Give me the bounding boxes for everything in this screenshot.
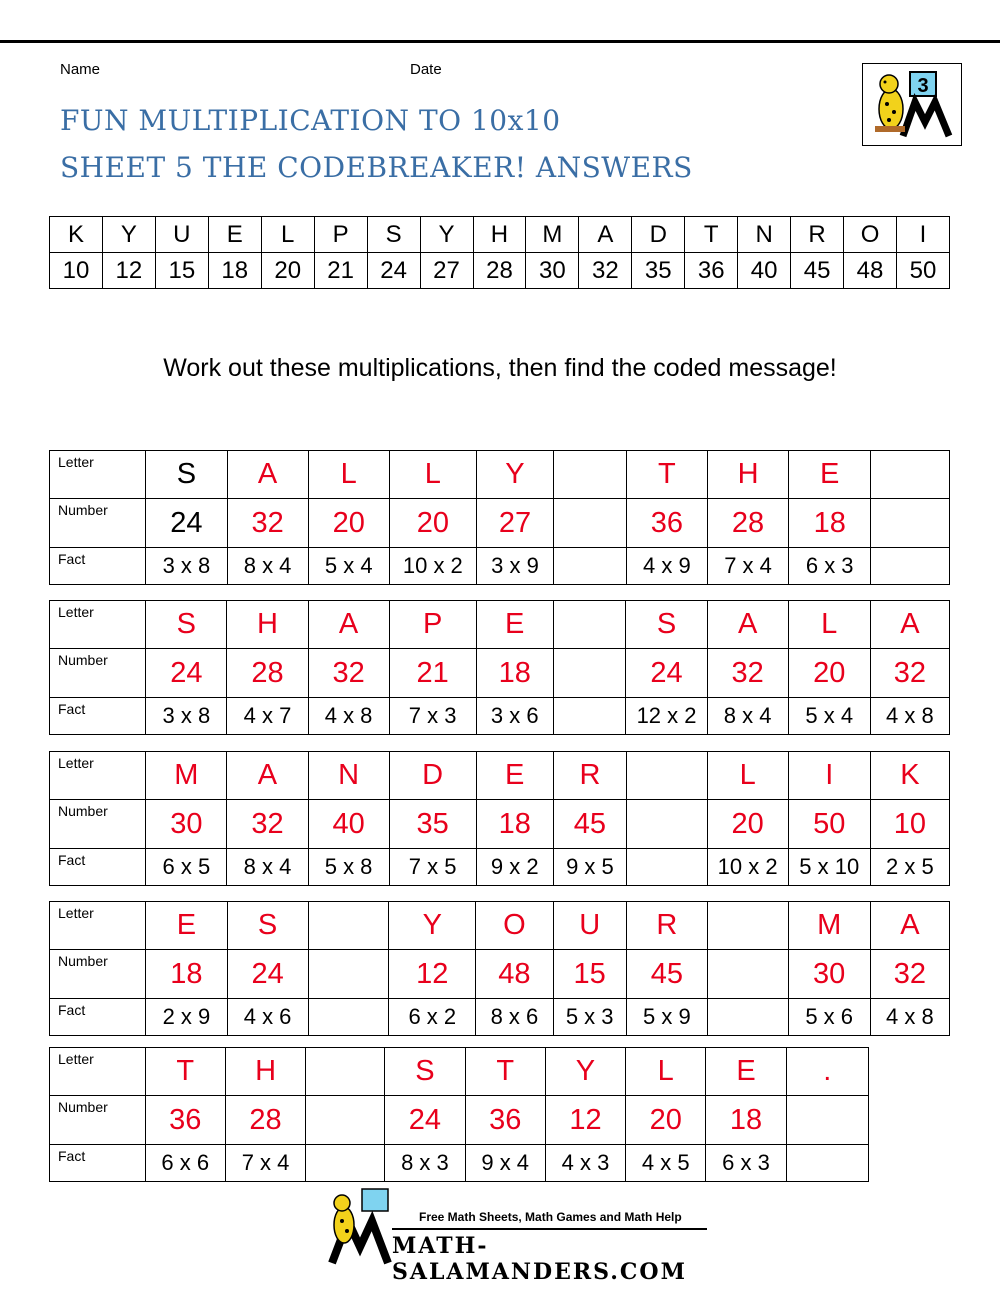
- fact-cell: 5 x 9: [626, 999, 707, 1036]
- fact-cell: 2 x 5: [870, 849, 949, 886]
- row-fact: [50, 1145, 869, 1182]
- code-key-letter: P: [314, 217, 367, 253]
- footer-site-name: MATH-SALAMANDERS.COM: [392, 1233, 687, 1285]
- letter-cell: [553, 601, 626, 649]
- fact-cell: 9 x 5: [553, 849, 626, 886]
- fact-cell: 8 x 6: [476, 999, 553, 1036]
- number-cell: [554, 499, 627, 548]
- letter-cell: S: [626, 601, 707, 649]
- code-key-letter: M: [526, 217, 579, 253]
- letter-cell: S: [146, 451, 227, 499]
- number-cell: 18: [146, 950, 227, 999]
- letter-cell: T: [465, 1048, 545, 1096]
- row-label-fact: Fact: [50, 698, 146, 735]
- code-key-letter: H: [473, 217, 526, 253]
- number-cell: 18: [476, 649, 553, 698]
- number-cell: 20: [389, 499, 476, 548]
- fact-cell: 7 x 3: [389, 698, 476, 735]
- code-table-4: [49, 901, 950, 1036]
- letter-cell: [554, 451, 627, 499]
- fact-cell: 9 x 2: [476, 849, 553, 886]
- code-key-number: 40: [738, 253, 791, 289]
- row-letter: [50, 1048, 869, 1096]
- number-cell: 24: [385, 1096, 465, 1145]
- number-cell: 40: [308, 800, 389, 849]
- fact-cell: 6 x 6: [145, 1145, 225, 1182]
- number-cell: 20: [788, 649, 870, 698]
- letter-cell: L: [707, 752, 788, 800]
- letter-cell: S: [227, 902, 308, 950]
- number-cell: 45: [553, 800, 626, 849]
- row-label-fact: Fact: [50, 849, 146, 886]
- number-cell: [627, 800, 708, 849]
- fact-cell: 10 x 2: [389, 548, 476, 585]
- row-letter: [50, 601, 950, 649]
- code-key-letter: K: [50, 217, 103, 253]
- fact-cell: 10 x 2: [707, 849, 788, 886]
- fact-cell: 3 x 9: [476, 548, 553, 585]
- code-key-number: 21: [314, 253, 367, 289]
- row-label-fact: Fact: [50, 1145, 146, 1182]
- row-letter: [50, 902, 950, 950]
- number-cell: [707, 950, 788, 999]
- row-label-letter: Letter: [50, 752, 146, 800]
- letter-cell: E: [476, 752, 553, 800]
- code-table-2: [49, 600, 950, 735]
- row-label-number: Number: [50, 1096, 146, 1145]
- letter-cell: [627, 752, 708, 800]
- fact-cell: 4 x 7: [227, 698, 308, 735]
- code-key-number: 48: [844, 253, 897, 289]
- code-key-letter: Y: [102, 217, 155, 253]
- fact-cell: 6 x 3: [789, 548, 871, 585]
- code-key-letter: I: [897, 217, 950, 253]
- letter-cell: A: [870, 601, 949, 649]
- number-cell: [308, 950, 389, 999]
- fact-cell: [627, 849, 708, 886]
- code-key-table: [49, 216, 950, 289]
- number-cell: [553, 649, 626, 698]
- fact-cell: 8 x 3: [385, 1145, 465, 1182]
- letter-cell: A: [707, 601, 788, 649]
- letter-cell: H: [225, 1048, 305, 1096]
- code-key-number: 28: [473, 253, 526, 289]
- row-label-letter: Letter: [50, 451, 146, 499]
- code-key-number: 30: [526, 253, 579, 289]
- code-key-letter: S: [367, 217, 420, 253]
- letter-cell: S: [385, 1048, 465, 1096]
- fact-cell: [554, 548, 627, 585]
- code-key-letter: E: [208, 217, 261, 253]
- row-label-number: Number: [50, 499, 146, 548]
- number-cell: 20: [308, 499, 389, 548]
- number-cell: 12: [545, 1096, 625, 1145]
- row-number: [50, 649, 950, 698]
- code-key-number: 45: [791, 253, 844, 289]
- number-cell: 24: [227, 950, 308, 999]
- number-cell: 50: [788, 800, 870, 849]
- number-cell: 21: [389, 649, 476, 698]
- code-key-number: 15: [155, 253, 208, 289]
- letter-cell: A: [227, 752, 308, 800]
- footer-underline: [392, 1228, 707, 1230]
- number-cell: 48: [476, 950, 553, 999]
- number-cell: 12: [389, 950, 476, 999]
- number-cell: 32: [870, 950, 949, 999]
- fact-cell: 7 x 5: [389, 849, 476, 886]
- fact-cell: 9 x 4: [465, 1145, 545, 1182]
- row-label-letter: Letter: [50, 902, 146, 950]
- letter-cell: O: [476, 902, 553, 950]
- number-cell: 36: [145, 1096, 225, 1145]
- fact-cell: [707, 999, 788, 1036]
- letter-cell: E: [706, 1048, 786, 1096]
- fact-cell: 4 x 6: [227, 999, 308, 1036]
- code-key-number: 18: [208, 253, 261, 289]
- number-cell: 10: [870, 800, 949, 849]
- row-label-fact: Fact: [50, 548, 146, 585]
- number-cell: 32: [227, 499, 308, 548]
- number-cell: 15: [553, 950, 626, 999]
- code-key-letter: O: [844, 217, 897, 253]
- fact-cell: [553, 698, 626, 735]
- letter-cell: A: [308, 601, 389, 649]
- row-letter: [50, 451, 950, 499]
- letter-cell: A: [870, 902, 949, 950]
- salamander-footer-icon: [322, 1185, 392, 1270]
- code-table-1: [49, 450, 950, 585]
- row-number: [50, 800, 950, 849]
- fact-cell: 5 x 4: [308, 548, 389, 585]
- number-cell: 28: [707, 499, 788, 548]
- row-label-number: Number: [50, 950, 146, 999]
- letter-cell: [308, 902, 389, 950]
- instruction-text: Work out these multiplications, then find the coded message!: [163, 354, 837, 382]
- number-cell: 24: [146, 649, 227, 698]
- letter-cell: Y: [389, 902, 476, 950]
- number-cell: 18: [789, 499, 871, 548]
- letter-cell: N: [308, 752, 389, 800]
- code-key-number: 10: [50, 253, 103, 289]
- fact-cell: 8 x 4: [707, 698, 788, 735]
- number-cell: 32: [227, 800, 308, 849]
- letter-cell: [306, 1048, 385, 1096]
- code-key-number: 32: [579, 253, 632, 289]
- letter-cell: S: [146, 601, 227, 649]
- row-fact: [50, 999, 950, 1036]
- code-key-numbers-row: [50, 253, 950, 289]
- letter-cell: [871, 451, 950, 499]
- code-key-number: 20: [261, 253, 314, 289]
- row-letter: [50, 752, 950, 800]
- fact-cell: 4 x 8: [308, 698, 389, 735]
- row-label-number: Number: [50, 800, 146, 849]
- letter-cell: H: [707, 451, 788, 499]
- letter-cell: P: [389, 601, 476, 649]
- number-cell: 32: [870, 649, 949, 698]
- code-key-letter: Y: [420, 217, 473, 253]
- number-cell: [871, 499, 950, 548]
- row-fact: [50, 849, 950, 886]
- fact-cell: [871, 548, 950, 585]
- letter-cell: L: [389, 451, 476, 499]
- letter-cell: L: [626, 1048, 706, 1096]
- number-cell: 30: [788, 950, 870, 999]
- number-cell: 24: [146, 499, 227, 548]
- number-cell: 36: [465, 1096, 545, 1145]
- fact-cell: 5 x 10: [788, 849, 870, 886]
- fact-cell: [308, 999, 389, 1036]
- code-key-letter: A: [579, 217, 632, 253]
- salamander-icon: [863, 64, 961, 145]
- fact-cell: [306, 1145, 385, 1182]
- fact-cell: 7 x 4: [225, 1145, 305, 1182]
- salamander-logo: [862, 63, 962, 146]
- letter-cell: [707, 902, 788, 950]
- letter-cell: M: [146, 752, 227, 800]
- letter-cell: Y: [545, 1048, 625, 1096]
- top-rule: [0, 40, 1000, 43]
- row-label-number: Number: [50, 649, 146, 698]
- fact-cell: 4 x 8: [870, 698, 949, 735]
- row-number: [50, 499, 950, 548]
- number-cell: 36: [626, 499, 707, 548]
- letter-cell: H: [227, 601, 308, 649]
- letter-cell: Y: [476, 451, 553, 499]
- letter-cell: L: [308, 451, 389, 499]
- row-number: [50, 950, 950, 999]
- letter-cell: T: [626, 451, 707, 499]
- number-cell: 20: [626, 1096, 706, 1145]
- letter-cell: I: [788, 752, 870, 800]
- number-cell: 27: [476, 499, 553, 548]
- code-key-letter: D: [632, 217, 685, 253]
- number-cell: [306, 1096, 385, 1145]
- fact-cell: 6 x 5: [146, 849, 227, 886]
- row-fact: [50, 698, 950, 735]
- number-cell: 28: [225, 1096, 305, 1145]
- number-cell: 32: [308, 649, 389, 698]
- fact-cell: 3 x 8: [146, 698, 227, 735]
- fact-cell: 5 x 3: [553, 999, 626, 1036]
- number-cell: 24: [626, 649, 707, 698]
- number-cell: 18: [476, 800, 553, 849]
- code-key-number: 24: [367, 253, 420, 289]
- row-fact: [50, 548, 950, 585]
- fact-cell: [786, 1145, 868, 1182]
- fact-cell: 6 x 3: [706, 1145, 786, 1182]
- letter-cell: R: [626, 902, 707, 950]
- date-label: Date: [410, 61, 442, 78]
- number-cell: 32: [707, 649, 788, 698]
- letter-cell: L: [788, 601, 870, 649]
- fact-cell: 4 x 9: [626, 548, 707, 585]
- name-label: Name: [60, 61, 101, 78]
- fact-cell: 5 x 6: [788, 999, 870, 1036]
- row-number: [50, 1096, 869, 1145]
- letter-cell: M: [788, 902, 870, 950]
- fact-cell: 4 x 5: [626, 1145, 706, 1182]
- number-cell: [786, 1096, 868, 1145]
- number-cell: 35: [389, 800, 476, 849]
- logo-badge-number: 3: [917, 75, 929, 97]
- letter-cell: A: [227, 451, 308, 499]
- code-key-number: 35: [632, 253, 685, 289]
- code-key-letters-row: [50, 217, 950, 253]
- fact-cell: 5 x 8: [308, 849, 389, 886]
- code-key-letter: R: [791, 217, 844, 253]
- code-key-number: 12: [102, 253, 155, 289]
- letter-cell: R: [553, 752, 626, 800]
- fact-cell: 4 x 3: [545, 1145, 625, 1182]
- fact-cell: 4 x 8: [870, 999, 949, 1036]
- number-cell: 18: [706, 1096, 786, 1145]
- letter-cell: E: [789, 451, 871, 499]
- code-key-letter: T: [685, 217, 738, 253]
- page-title: FUN MULTIPLICATION TO 10x10: [60, 104, 561, 137]
- letter-cell: U: [553, 902, 626, 950]
- letter-cell: K: [870, 752, 949, 800]
- fact-cell: 2 x 9: [146, 999, 227, 1036]
- letter-cell: T: [145, 1048, 225, 1096]
- fact-cell: 8 x 4: [227, 548, 308, 585]
- fact-cell: 7 x 4: [707, 548, 788, 585]
- letter-cell: D: [389, 752, 476, 800]
- footer-tagline: Free Math Sheets, Math Games and Math Help: [419, 1210, 682, 1224]
- row-label-fact: Fact: [50, 999, 146, 1036]
- row-label-letter: Letter: [50, 601, 146, 649]
- number-cell: 45: [626, 950, 707, 999]
- fact-cell: 12 x 2: [626, 698, 707, 735]
- number-cell: 30: [146, 800, 227, 849]
- fact-cell: 8 x 4: [227, 849, 308, 886]
- number-cell: 28: [227, 649, 308, 698]
- page-subtitle: SHEET 5 THE CODEBREAKER! ANSWERS: [60, 151, 693, 184]
- code-table-5: [49, 1047, 869, 1182]
- code-key-number: 27: [420, 253, 473, 289]
- letter-cell: E: [146, 902, 227, 950]
- number-cell: 20: [707, 800, 788, 849]
- code-key-number: 36: [685, 253, 738, 289]
- code-table-3: [49, 751, 950, 886]
- fact-cell: 3 x 6: [476, 698, 553, 735]
- letter-cell: .: [786, 1048, 868, 1096]
- code-key-letter: N: [738, 217, 791, 253]
- footer-logo: [322, 1185, 712, 1285]
- fact-cell: 6 x 2: [389, 999, 476, 1036]
- code-key-number: 50: [897, 253, 950, 289]
- fact-cell: 5 x 4: [788, 698, 870, 735]
- row-label-letter: Letter: [50, 1048, 146, 1096]
- fact-cell: 3 x 8: [146, 548, 227, 585]
- code-key-letter: L: [261, 217, 314, 253]
- code-key-letter: U: [155, 217, 208, 253]
- letter-cell: E: [476, 601, 553, 649]
